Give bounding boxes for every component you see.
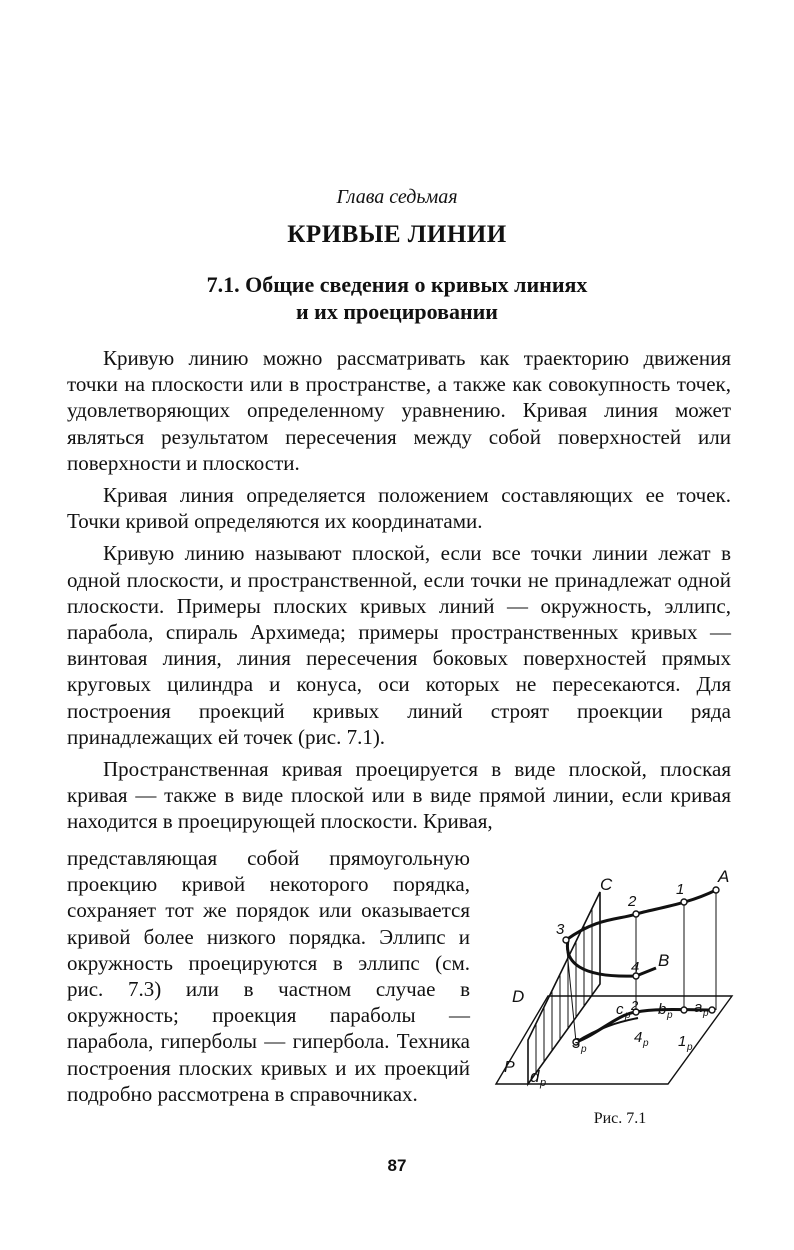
sub-3p: p <box>581 1044 587 1055</box>
sub-dp: p <box>540 1077 547 1089</box>
label-p: P <box>504 1059 515 1076</box>
page-number: 87 <box>387 1156 407 1175</box>
curve-branch <box>567 940 656 976</box>
sub-ap: p <box>703 1008 709 1019</box>
point-1 <box>681 899 687 905</box>
label-d: D <box>512 987 525 1006</box>
chapter-title: КРИВЫЕ ЛИНИИ <box>287 221 507 248</box>
chapter-label: Глава седьмая <box>336 186 458 208</box>
label-4p: 4 <box>634 1029 643 1046</box>
label-4: 4 <box>631 959 640 976</box>
paragraph-2: Кривая линия определяется положением составляющих ее точек. Точки кривой определяются их координатами. <box>67 483 731 534</box>
label-cp: c <box>616 1001 624 1018</box>
point-2 <box>633 911 639 917</box>
paragraph-1: Кривую линию можно рассматривать как траекторию движения точки на плоскости или в пространстве, а также как совокупность точек, удовлетворяющих определенному уравнению. Кривая линия может являться результатом пересечения между собой поверхностей или поверхности и плоскости. <box>67 346 731 475</box>
label-2: 2 <box>628 893 637 910</box>
paragraph-4: Пространственная кривая проецируется в виде плоской, плоская кривая — также в виде плоской или в виде прямой линии, если кривая находится в проецирующей плоскости. Кривая, <box>67 757 731 834</box>
section-title <box>0 271 794 325</box>
sub-cp: p <box>625 1010 631 1021</box>
section-title-line2: и их проецировании <box>296 299 498 324</box>
figure-caption: Рис. 7.1 <box>593 1110 647 1127</box>
figure-drawing <box>488 862 738 1097</box>
paragraph-3: Кривую линию называют плоской, если все точки линии лежат в одной плоскости, и пространственной, если точки не принадлежат одной плоскости. Примеры плоских кривых линий — окружность, эллипс, парабола, спираль Архимеда; примеры пространственных кривых — винтовая линия, линия пересечения боковых поверхностей прямых круговых цилиндра и конуса, оси которых не пересекаются. Для построения проекций кривых линий строят проекции ряда принадлежащих ей точек (рис. 7.1). <box>67 541 731 749</box>
label-b: B <box>658 951 670 970</box>
label-c: C <box>600 875 613 894</box>
label-a: A <box>718 867 730 886</box>
label-bp: b <box>658 1001 667 1018</box>
label-3p: 3 <box>572 1035 581 1052</box>
point-ap <box>709 1007 715 1013</box>
label-1p: 1 <box>678 1033 687 1050</box>
point-a <box>713 887 719 893</box>
figure-7-1 <box>488 862 738 1097</box>
label-ap: a <box>694 999 703 1016</box>
label-3: 3 <box>556 921 565 938</box>
section-title-line1: 7.1. Общие сведения о кривых линиях <box>206 272 588 297</box>
body-text <box>67 345 731 835</box>
label-1: 1 <box>676 881 685 898</box>
sub-bp: p <box>667 1010 673 1021</box>
sub-1p: p <box>687 1042 693 1053</box>
point-bp <box>681 1007 687 1013</box>
sub-4p: p <box>643 1038 649 1049</box>
label-dp: d <box>530 1067 540 1086</box>
label-2p: 2 <box>631 998 639 1013</box>
wrap-paragraph: представляющая собой прямоугольную проекцию кривой некоторого порядка, сохраняет тот же порядок или оказывается кривой более низкого порядка. Эллипс и окружность проецируются в эллипс (см. рис. 7.3) или в частном случае в окружность; проекция параболы — парабола, гиперболы — гипербола. Техника построения плоских кривых и их проекций подробно рассмотрена в справочниках. <box>67 846 470 1106</box>
